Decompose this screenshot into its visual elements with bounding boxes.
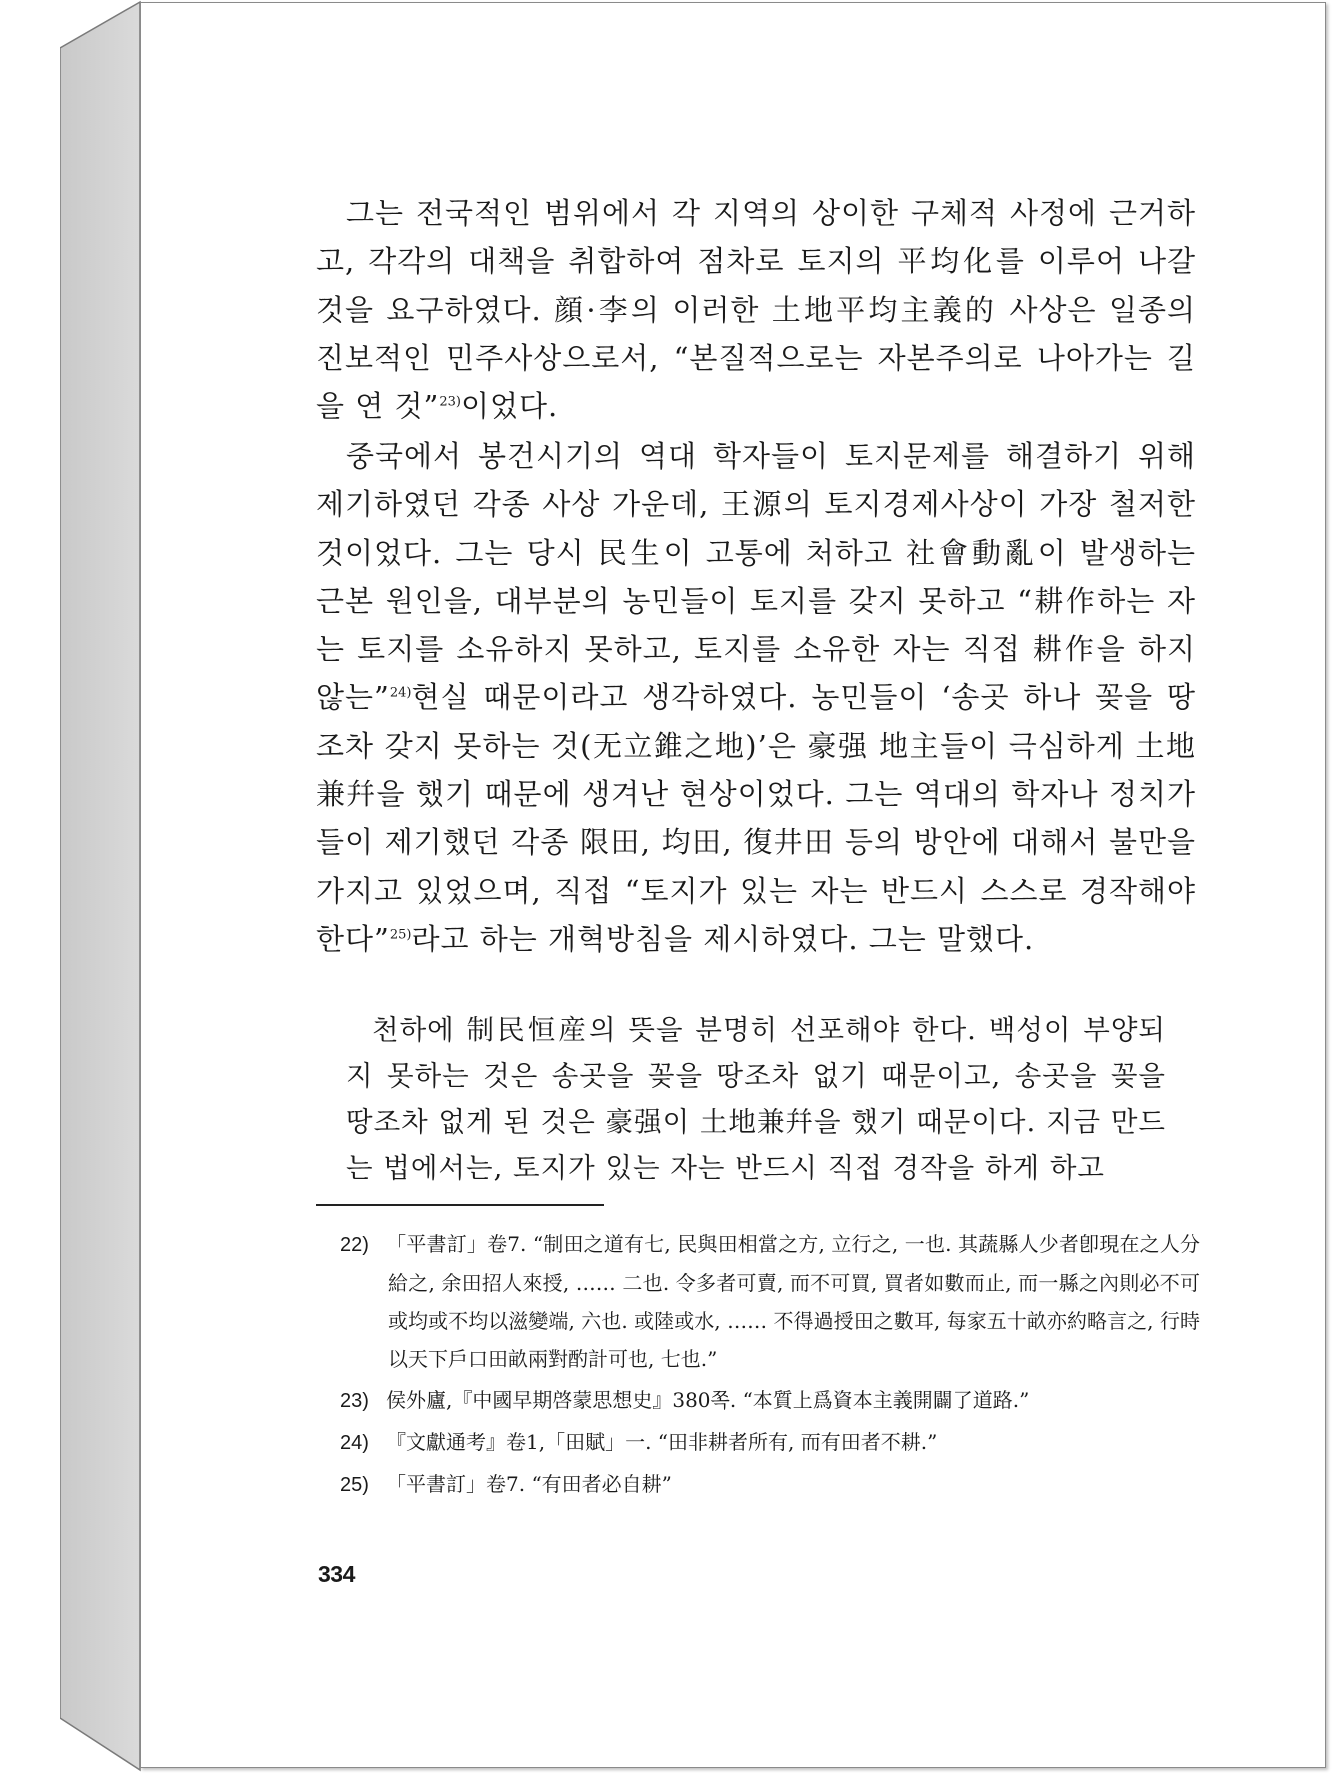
paragraph-2-text-1: 중국에서 봉건시기의 역대 학자들이 토지문제를 해결하기 위해 제기하였던 각종 사상 가운데, 王源의 토지경제사상이 가장 철저한 것이었다. 그는 당시 民生이 고통에 처하고 社會動亂이 발생하는 근본 원인을, 대부분의 농민들이 토지를 갖지 못하고 “耕作하는 자는 토지를 소유하지 못하고, 토지를 소유한 자는 직접 耕作을 하지 않는” xyxy=(316,439,1196,715)
paragraph-1-text: 그는 전국적인 범위에서 각 지역의 상이한 구체적 사정에 근거하고, 각각의 대책을 취합하여 점차로 토지의 平均化를 이루어 나갈 것을 요구하였다. 顔·李의 이러한 土地平均主義的 사상은 일종의 진보적인 민주사상으로서, “본질적으로는 자본주의로 나아가는 길을 연 것” xyxy=(316,196,1196,424)
paragraph-1-text-end: 이었다. xyxy=(460,389,559,424)
footnote-number: 23) xyxy=(340,1390,369,1412)
paragraph-2-text-2: 현실 때문이라고 생각하였다. 농민들이 ‘송곳 하나 꽂을 땅조차 갖지 못하는 것(无立錐之地)’은 豪强 地主들이 극심하게 土地兼幷을 했기 때문에 생겨난 현상이었다. 그는 역대의 학자나 정치가들이 제기했던 각종 限田, 均田, 復井田 등의 방안에 대해서 불만을 가지고 있었으며, 직접 “토지가 있는 자는 반드시 스스로 경작해야 한다” xyxy=(316,680,1196,956)
footnote-23 xyxy=(340,1381,1200,1420)
footnote-number: 22) xyxy=(340,1234,369,1256)
footnote-number: 25) xyxy=(340,1474,369,1496)
footnote-ref-23: 23) xyxy=(439,394,461,410)
footnote-ref-25: 25) xyxy=(389,927,412,943)
book-page xyxy=(140,2,1326,1768)
footnote-22 xyxy=(340,1225,1200,1378)
paragraph-2-text-3: 라고 하는 개혁방침을 제시하였다. 그는 말했다. xyxy=(411,921,1035,956)
footnotes-list xyxy=(340,1225,1200,1507)
footnote-ref-24: 24) xyxy=(389,685,412,701)
footnote-text: 『文獻通考』卷1,「田賦」一. “田非耕者所有, 而有田者不耕.” xyxy=(386,1430,938,1454)
footnote-divider xyxy=(316,1204,604,1206)
footnote-text: 「平書訂」卷7. “有田者必自耕” xyxy=(386,1472,672,1496)
footnote-text: 「平書訂」卷7. “制田之道有七, 民與田相當之方, 立行之, 一也. 其蔬縣人少者卽現在之人分給之, 余田招人來授, …… 二也. 令多者可賣, 而不可買, 買者如數而止, 而一縣之內則必不可或均或不均以滋變端, 六也. 或陸或水, …… 不得過授田之數耳, 每家五十畝亦約略言之, 行時以天下戶口田畝兩對酌計可也, 七也.” xyxy=(386,1232,1200,1371)
body-paragraph-1 xyxy=(316,189,1196,430)
book-spine xyxy=(60,0,142,1773)
page-number: 334 xyxy=(318,1561,355,1587)
footnote-number: 24) xyxy=(340,1432,369,1454)
body-paragraph-2 xyxy=(316,432,1196,963)
block-quote: 천하에 制民恒産의 뜻을 분명히 선포해야 한다. 백성이 부양되지 못하는 것은 송곳을 꽂을 땅조차 없기 때문이고, 송곳을 꽂을 땅조차 없게 된 것은 豪强이 土地兼幷을 했기 때문이다. 지금 만드는 법에서는, 토지가 있는 자는 반드시 직접 경작을 하게 하고 xyxy=(346,1014,1166,1184)
footnote-text: 侯外廬,『中國早期啓蒙思想史』380쪽. “本質上爲資本主義開闢了道路.” xyxy=(386,1388,1030,1412)
footnote-25 xyxy=(340,1465,1200,1504)
footnote-24 xyxy=(340,1423,1200,1462)
